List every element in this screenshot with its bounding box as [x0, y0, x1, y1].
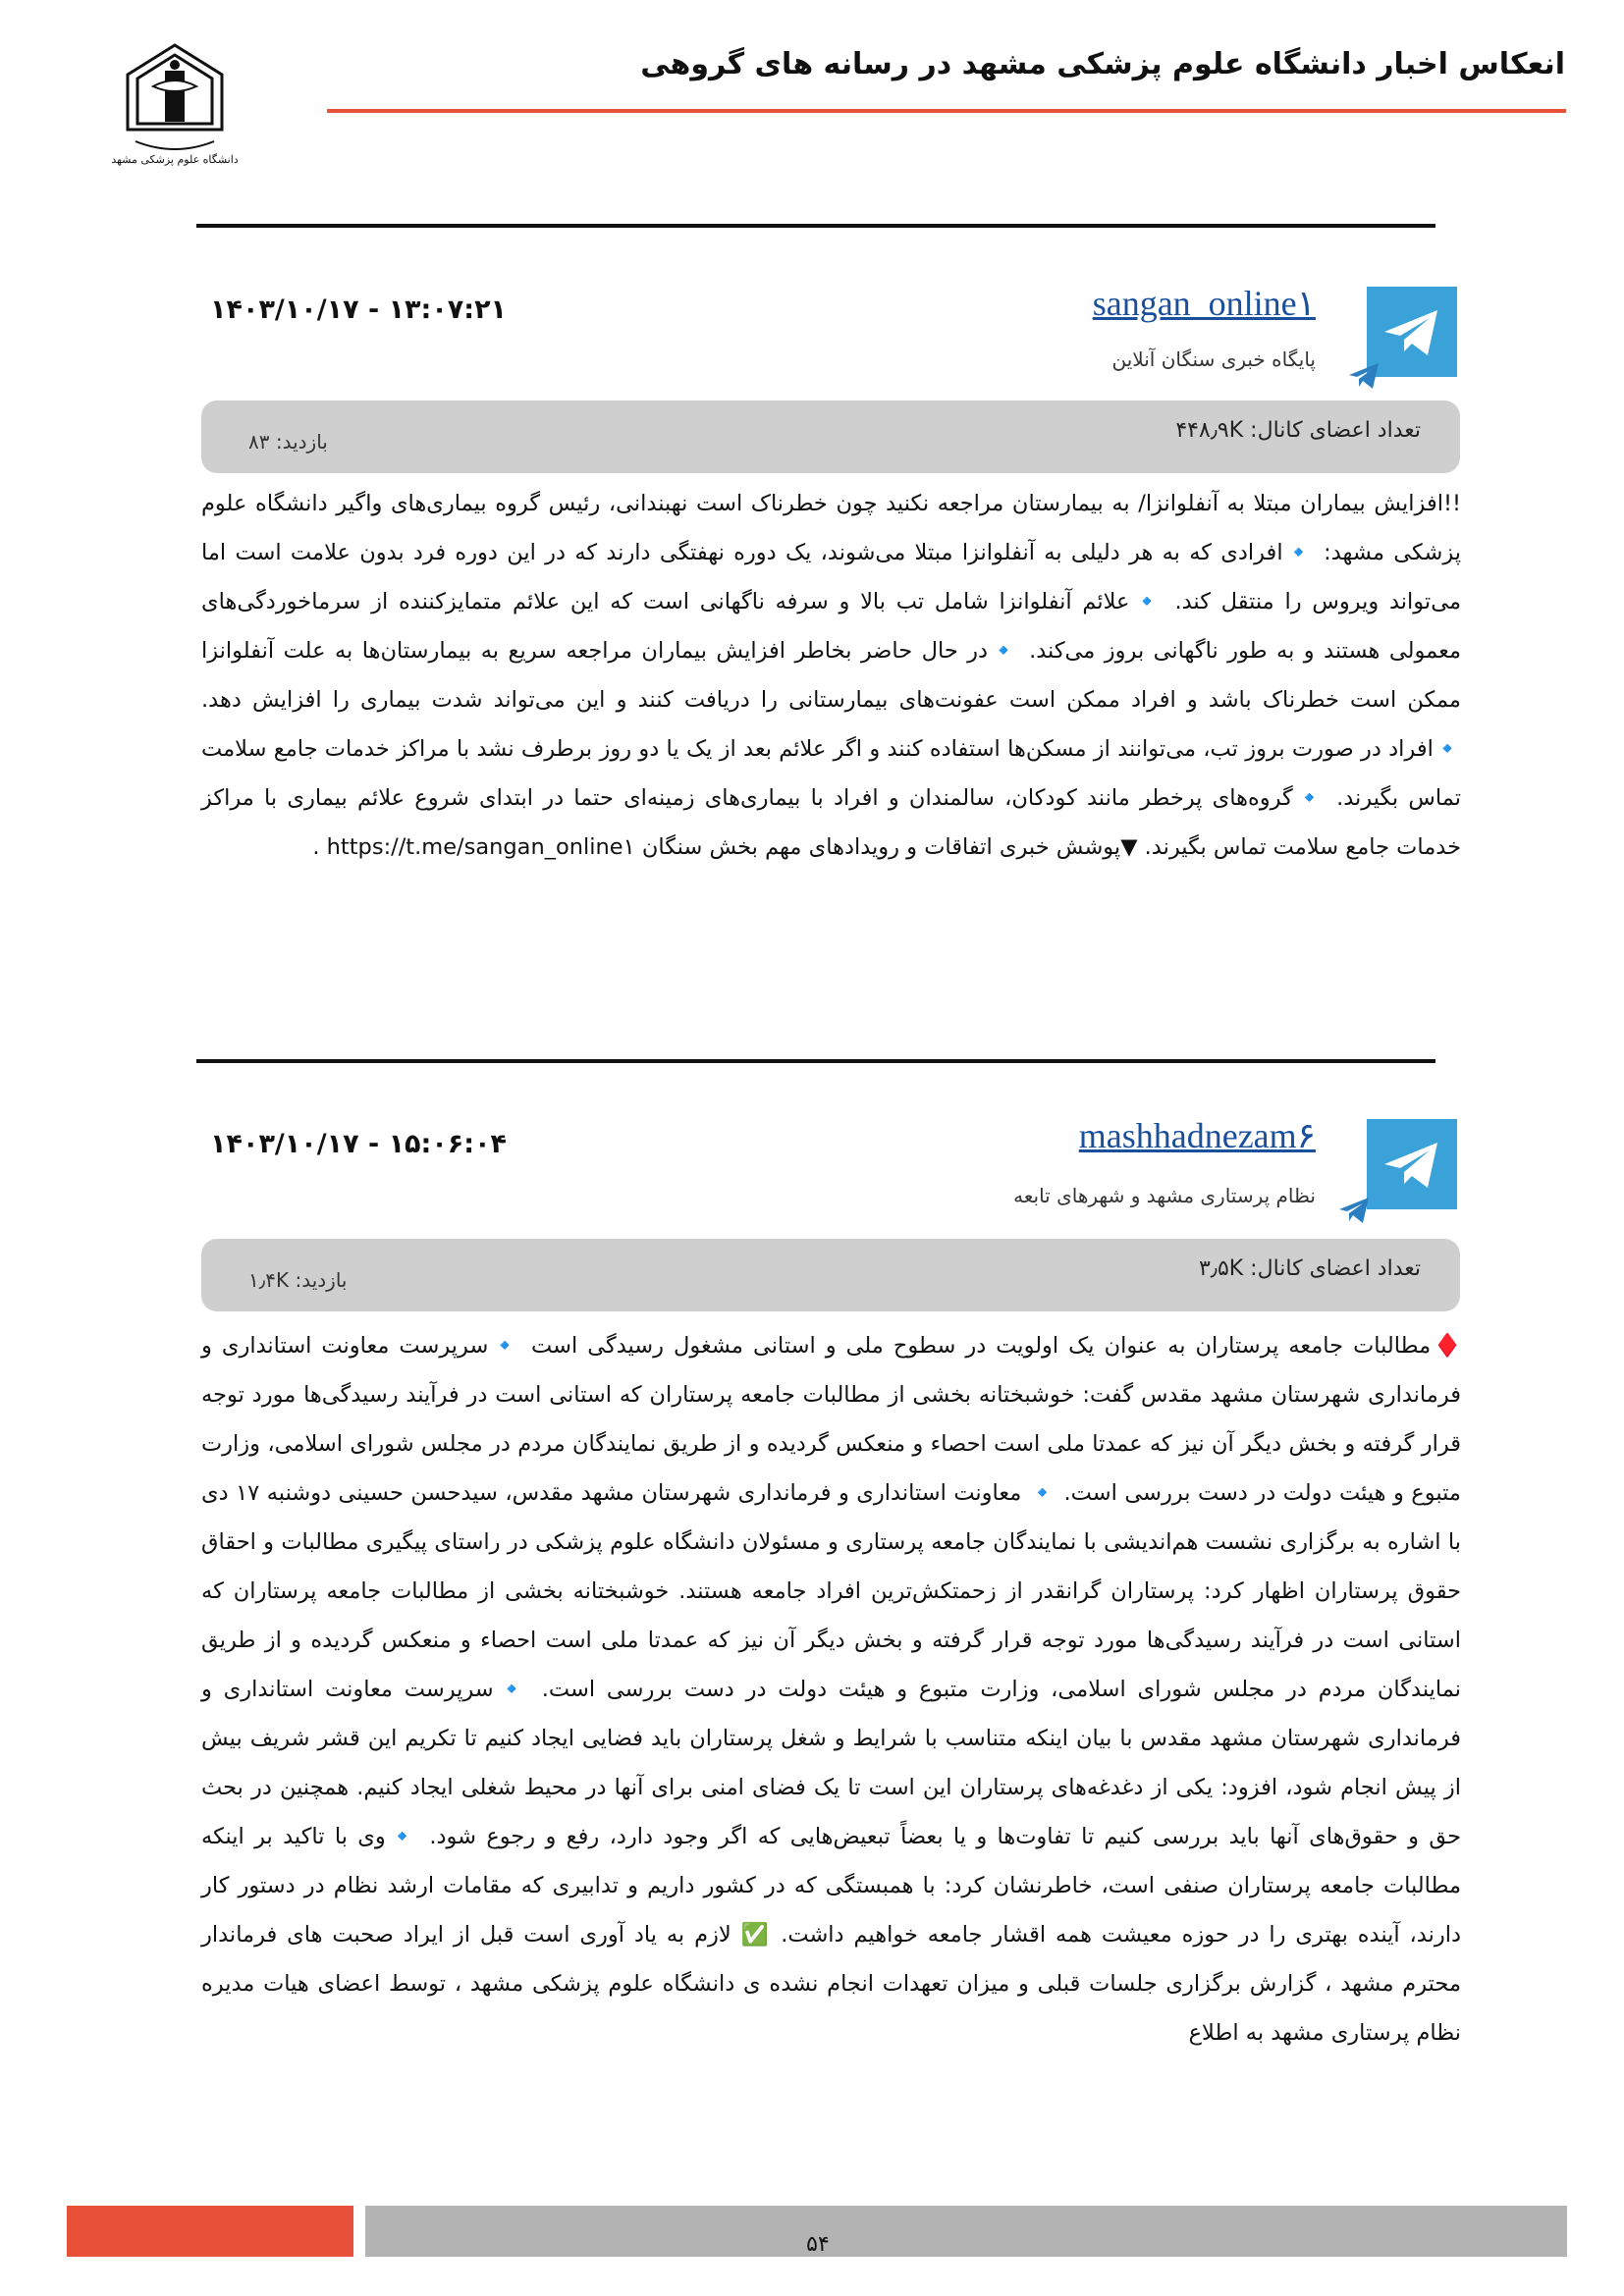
section-divider — [196, 1059, 1435, 1063]
page-number: ۵۴ — [806, 2232, 830, 2257]
telegram-small-icon — [1347, 361, 1380, 391]
channel-members: تعداد اعضای کانال: ۳٫۵K — [1198, 1256, 1421, 1281]
telegram-small-icon — [1337, 1196, 1371, 1225]
svg-text:دانشگاه علوم پزشکی مشهد: دانشگاه علوم پزشکی مشهد — [111, 153, 239, 166]
page-title: انعکاس اخبار دانشگاه علوم پزشکی مشهد در رسانه های گروهی — [640, 47, 1565, 81]
university-logo-icon — [106, 35, 244, 169]
post-body: ♦️مطالبات جامعه پرستاران به عنوان یک اولویت در سطوح ملی و استانی مشغول رسیدگی است 🔹سرپرست معاونت استانداری و فرمانداری شهرستان مشهد مقدس گفت: خوشبختانه بخشی از مطالبات جامعه پرستاران که استانی است در فرآیند رسیدگی‌ها مورد توجه قرار گرفته و بخش دیگر آن نیز که عمدتا ملی است احصاء و منعکس گردیده و از طریق نمایندگان مردم در مجلس شورای اسلامی، وزارت متبوع و هیئت دولت در دست بررسی است. 🔹 معاونت استانداری و فرمانداری شهرستان مشهد مقدس، سیدحسن حسینی دوشنبه ۱۷ دی با اشاره به برگزاری نشست هم‌اندیشی با نمایندگان جامعه پرستاری و مسئولان دانشگاه علوم پزشکی در راستای پیگیری مطالبات و احقاق حقوق پرستاران اظهار کرد: پرستاران گرانقدر از زحمتکش‌ترین افراد جامعه هستند. خوشبختانه بخشی از مطالبات جامعه پرستاران که استانی است در فرآیند رسیدگی‌ها مورد توجه قرار گرفته و بخش دیگر آن نیز که عمدتا ملی است احصاء و منعکس گردیده و از طریق نمایندگان مردم در مجلس شورای اسلامی، وزارت متبوع و هیئت دولت در دست بررسی است. 🔹سرپرست معاونت استانداری و فرمانداری شهرستان مشهد مقدس با بیان اینکه متناسب با شرایط و شغل پرستاران باید فضایی ایجاد کنیم تا تکریم این قشر شریف بیش از پیش انجام شود، افزود: یکی از دغدغه‌های پرستاران این است تا یک فضای امنی برای آنها در محیط شغلی ایجاد کنیم. همچنین در بحث حق و حقوق‌های آنها باید بررسی کنیم تا تفاوت‌ها و یا بعضاً تبعیض‌هایی که اگر وجود دارد، رفع و رجوع شود. 🔹وی با تاکید بر اینکه مطالبات جامعه پرستاران صنفی است، خاطرنشان کرد: با همبستگی که در کشور داریم و تدابیری که مقامات ارشد نظام در دستور کار دارند، آینده بهتری را در حوزه معیشت همه اقشار جامعه خواهیم داشت. ✅ لازم به یاد آوری است قبل از ایراد صحبت های فرماندار محترم مشهد ، گزارش برگزاری جلسات قبلی و میزان تعهدات انجام نشده ی دانشگاه علوم پزشکی مشهد ، توسط اعضای هیات مدیره نظام پرستاری مشهد به اطلاع — [201, 1333, 1461, 2046]
post-body: !!افزایش بیماران مبتلا به آنفلوانزا/ به بیمارستان مراجعه نکنید چون خطرناک است نهبندانی، رئیس گروه بیماری‌های واگیر دانشگاه علوم پزشکی مشهد: 🔹افرادی که به هر دلیلی به آنفلوانزا مبتلا می‌شوند، یک دوره نهفتگی دارند که در این دوره فرد بدون علامت است اما می‌تواند ویروس را منتقل کند. 🔹علائم آنفلوانزا شامل تب بالا و سرفه ناگهانی است که این علائم متمایزکننده از سرماخوردگی‌های معمولی هستند و به طور ناگهانی بروز می‌کند. 🔹در حال حاضر بخاطر افزایش بیماران مراجعه سریع به بیمارستان‌ها به علت آنفلوانزا ممکن است خطرناک باشد و افراد ممکن است عفونت‌های بیمارستانی را دریافت کنند و این می‌تواند شدت بیماری را افزایش دهد. 🔹افراد در صورت بروز تب، می‌توانند از مسکن‌ها استفاده کنند و اگر علائم بعد از یک یا دو روز برطرف نشد با مراکز خدمات جامع سلامت تماس بگیرند. 🔹گروه‌های پرخطر مانند کودکان، سالمندان و افراد با بیماری‌های زمینه‌ای حتما در ابتدای شروع علائم بیماری با مراکز خدمات جامع سلامت تماس بگیرند. ▼پوشش خبری اتفاقات و رویدادهای مهم بخش سنگان https://t.me/sangan_online۱ . — [201, 491, 1461, 860]
stats-bar — [201, 1239, 1460, 1311]
channel-members: تعداد اعضای کانال: ۴۴۸٫۹K — [1175, 418, 1421, 443]
channel-handle-link[interactable]: mashhadnezam۶ — [1078, 1116, 1316, 1155]
telegram-icon — [1367, 1119, 1457, 1209]
footer-bar — [365, 2206, 1567, 2257]
post-views: بازدید: ۱٫۴K — [248, 1268, 348, 1292]
stats-bar — [201, 400, 1460, 473]
section-divider — [196, 224, 1435, 228]
channel-description: پایگاه خبری سنگان آنلاین — [1111, 347, 1316, 371]
post-datetime: ۱۴۰۳/۱۰/۱۷ - ۱۳:۰۷:۲۱ — [210, 294, 508, 325]
channel-handle-link[interactable]: sangan_online۱ — [1092, 284, 1316, 323]
footer-accent-bar — [67, 2206, 353, 2257]
post-views: بازدید: ۸۳ — [248, 430, 328, 454]
header-divider — [327, 109, 1566, 113]
post-datetime: ۱۴۰۳/۱۰/۱۷ - ۱۵:۰۶:۰۴ — [210, 1129, 508, 1159]
channel-description: نظام پرستاری مشهد و شهرهای تابعه — [1013, 1184, 1316, 1207]
university-logo — [106, 35, 244, 169]
